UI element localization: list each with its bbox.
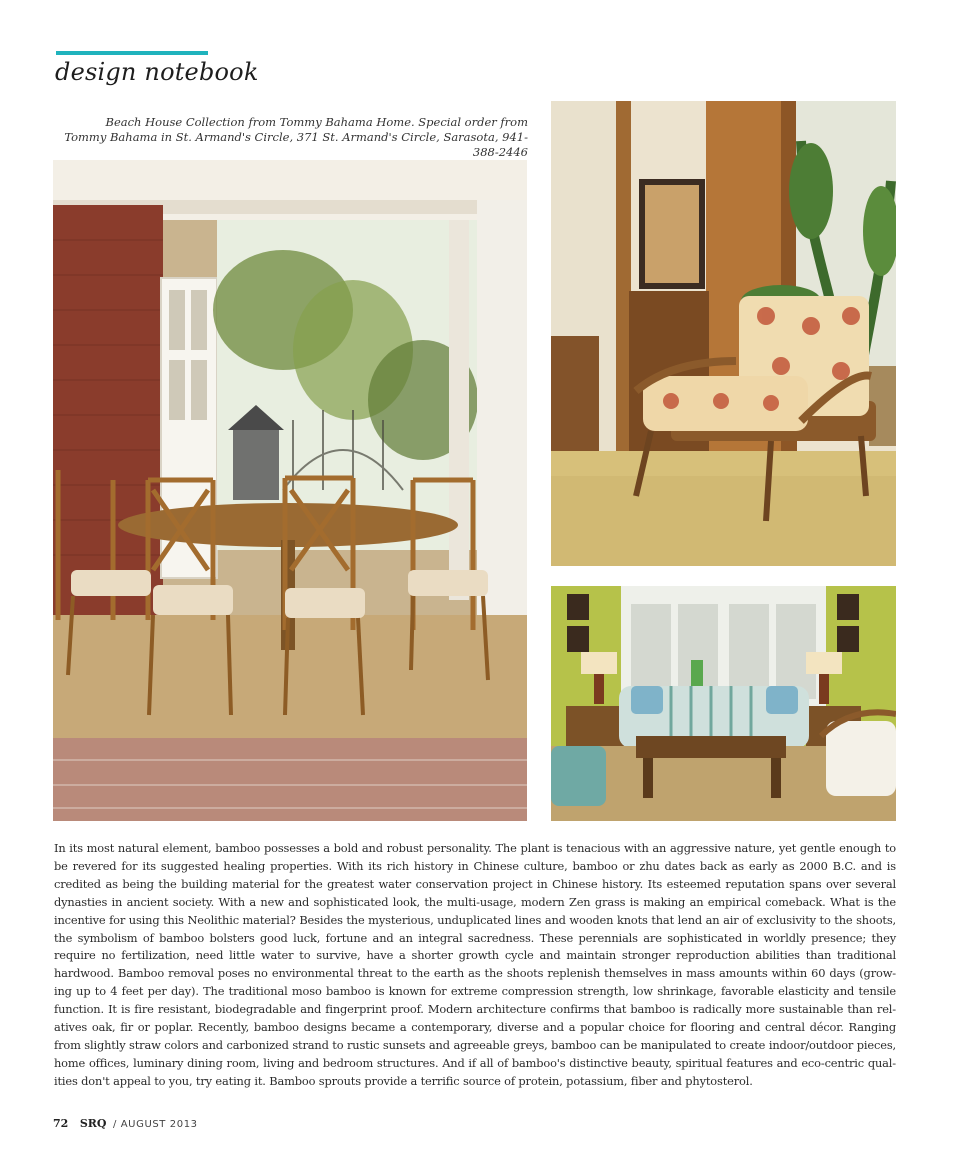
- article-body: In its most natural element, bamboo possesses a bold and robust personality. The plant is tenacious with an aggressive nature, yet gentle enough to be revered for its suggested healing properties. With its rich history in Chinese culture, bamboo or zhu dates back as early as 2000 B.C. and is credited as being the building material for the greatest water conservation project in Chinese history. Its esteemed reputation spans over several dynasties in ancient society. With a new and sophisticated look, the multi-usage, modern Zen grass is making an empirical comeback. What is the incentive for using this Neolithic material? Besides the mysterious, unduplicated lines and wooden knots that lend an air of exclusivity to the shoots, the symbolism of bamboo bolsters good luck, fortune and an integral sacredness. These perennials are sophisticated in worldly presence; they require no fertilization, need little water to survive, have a shorter growth cycle and maintain stronger reproduction abilities than traditional hardwood. Bamboo removal poses no environmental threat to the earth as the shoots replenish themselves in mass amounts within 60 days (grow-ing up to 4 feet per day). The traditional moso bamboo is known for extreme compression strength, low shrinkage, favorable elasticity and tensile function. It is fire resistant, biodegradable and fingerprint proof. Modern architecture confirms that bamboo is radically more sustainable than rel-atives oak, fir or poplar. Recently, bamboo designs became a contemporary, diverse and a popular choice for flooring and central décor. Ranging from slightly straw colors and carbonized strand to rustic sunsets and agreeable greys, bamboo can be manipulated to create indoor/outdoor pieces, home offices, luminary dining room, living and bedroom structures. And if all of bamboo's distinctive beauty, spiritual features and eco-centric qual-ities don't appeal to you, try eating it. Bamboo sprouts provide a terrific source of protein, potassium, fiber and phytosterol.: [54, 841, 896, 1088]
- page-number: 72: [53, 1117, 69, 1130]
- photo-sunroom-living-area: [551, 586, 896, 821]
- photo-caption: Beach House Collection from Tommy Bahama Home. Special order from Tommy Bahama in St. Armand's Circle, 371 St. Armand's Circle, Sarasota, 941-388-2446: [64, 115, 528, 159]
- page-footer: [53, 1117, 198, 1130]
- issue-date: / AUGUST 2013: [112, 1119, 198, 1130]
- photo-palm-print-armchair: [551, 101, 896, 566]
- section-title: design notebook: [55, 58, 259, 86]
- photo-porch-dining-set: [53, 160, 527, 821]
- accent-rule: [56, 51, 208, 55]
- magazine-name: SRQ: [79, 1117, 107, 1130]
